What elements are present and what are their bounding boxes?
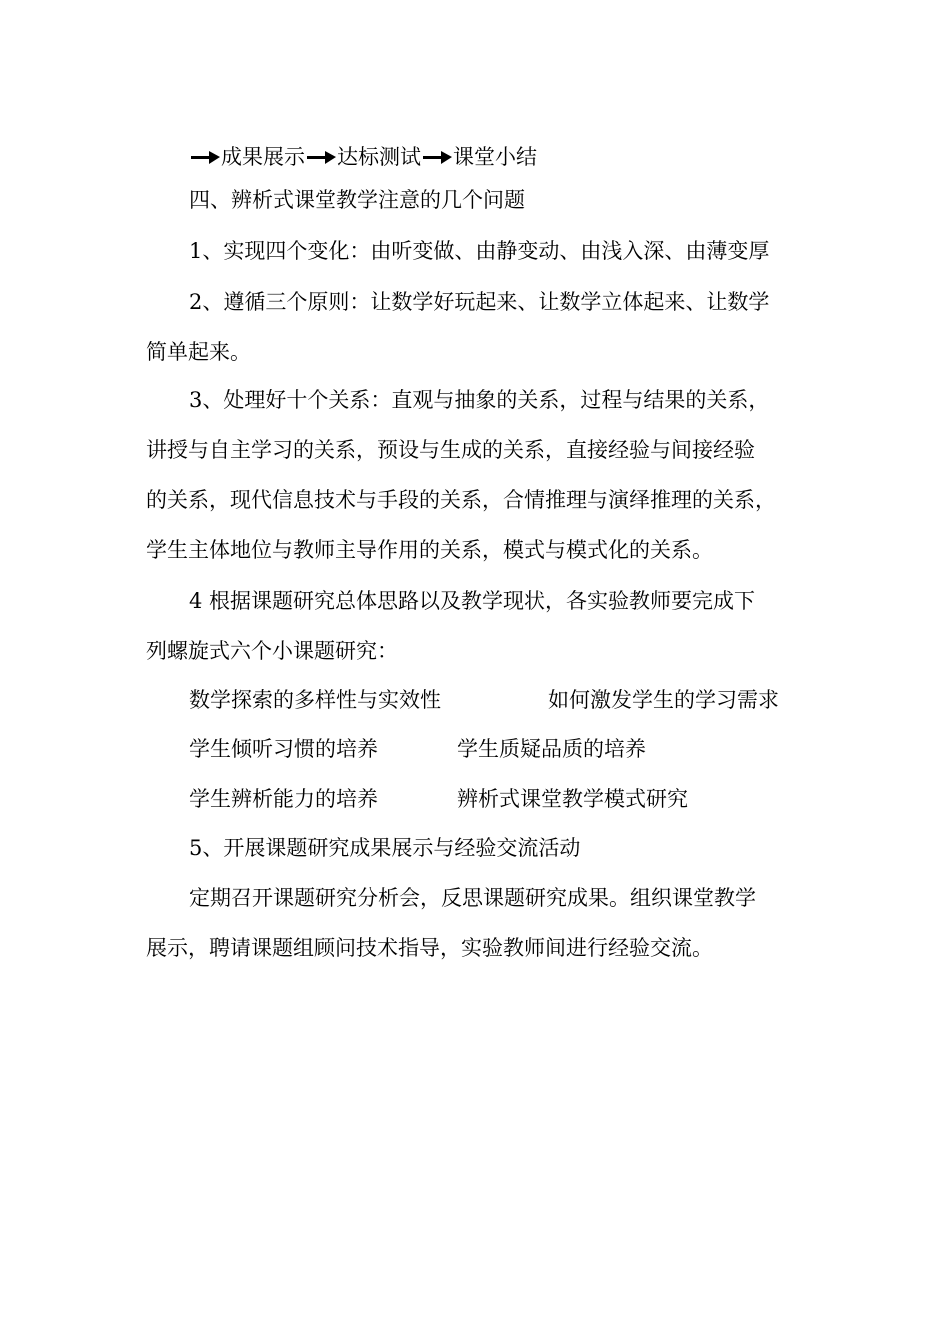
flow-step-1 bbox=[189, 142, 305, 172]
item-2-line-2: 简单起来。 bbox=[146, 340, 251, 364]
topic-item: 数学探索的多样性与实效性 bbox=[189, 688, 441, 712]
item-5: 5、开展课题研究成果展示与经验交流活动 bbox=[189, 836, 581, 860]
item-4-line-1: 4 根据课题研究总体思路以及教学现状，各实验教师要完成下 bbox=[189, 589, 756, 613]
item-3-line-4: 学生主体地位与教师主导作用的关系，模式与模式化的关系。 bbox=[146, 538, 713, 562]
item-1: 1、实现四个变化：由听变做、由静变动、由浅入深、由薄变厚 bbox=[189, 239, 770, 263]
topic-item: 学生辨析能力的培养 bbox=[189, 787, 378, 811]
flow-step-label: 成果展示 bbox=[221, 145, 305, 169]
section-heading: 四、辨析式课堂教学注意的几个问题 bbox=[189, 188, 525, 212]
topic-item: 学生质疑品质的培养 bbox=[457, 737, 646, 761]
topic-row bbox=[189, 734, 809, 764]
right-arrow-icon bbox=[421, 142, 453, 172]
item-3-line-1: 3、处理好十个关系：直观与抽象的关系，过程与结果的关系， bbox=[189, 388, 770, 412]
right-arrow-icon bbox=[305, 142, 337, 172]
topic-item: 如何激发学生的学习需求 bbox=[548, 688, 779, 712]
item-3-line-3: 的关系，现代信息技术与手段的关系，合情推理与演绎推理的关系， bbox=[146, 488, 776, 512]
item-2-line-1: 2、遵循三个原则：让数学好玩起来、让数学立体起来、让数学 bbox=[189, 290, 770, 314]
topic-item: 辨析式课堂教学模式研究 bbox=[457, 787, 688, 811]
right-arrow-icon bbox=[189, 142, 221, 172]
flow-step-3 bbox=[421, 142, 537, 172]
item-3-line-2: 讲授与自主学习的关系，预设与生成的关系，直接经验与间接经验 bbox=[146, 438, 755, 462]
flow-step-label: 课堂小结 bbox=[453, 145, 537, 169]
flow-line bbox=[189, 142, 537, 180]
topic-row bbox=[189, 784, 809, 814]
item-4-line-2: 列螺旋式六个小课题研究： bbox=[146, 639, 398, 663]
item-5-body-line-2: 展示，聘请课题组顾问技术指导，实验教师间进行经验交流。 bbox=[146, 936, 713, 960]
topic-item: 学生倾听习惯的培养 bbox=[189, 737, 378, 761]
item-5-body-line-1: 定期召开课题研究分析会，反思课题研究成果。组织课堂教学 bbox=[189, 886, 756, 910]
topic-row bbox=[189, 685, 809, 715]
flow-step-2 bbox=[305, 142, 421, 172]
flow-step-label: 达标测试 bbox=[337, 145, 421, 169]
